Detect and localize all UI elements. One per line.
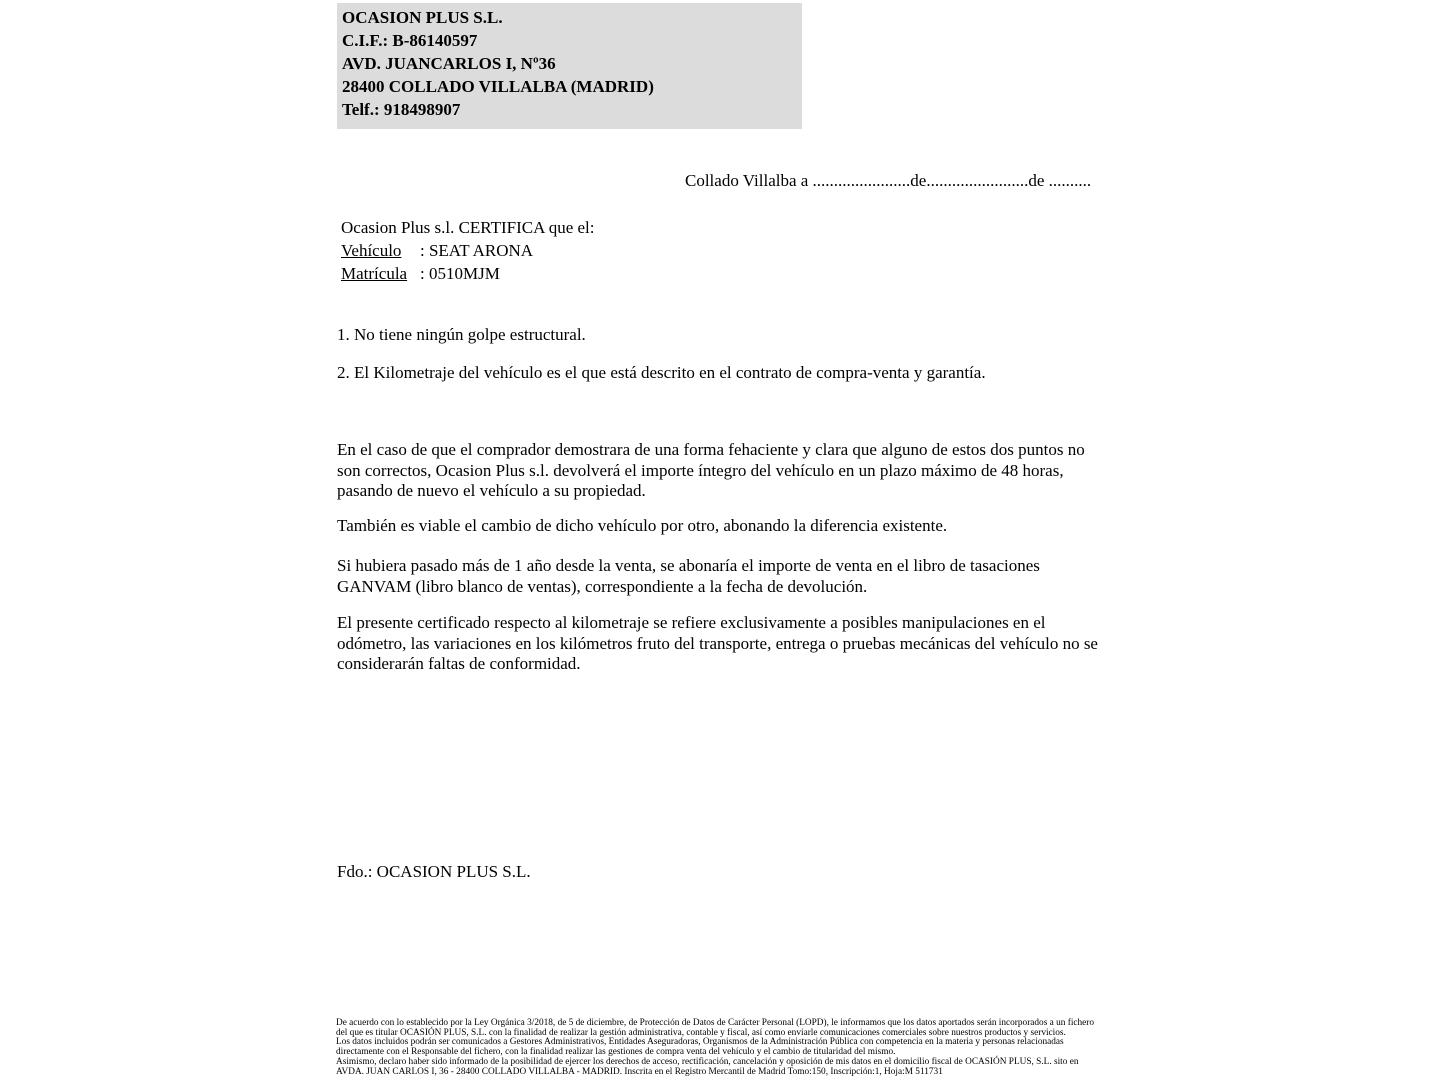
company-address: AVD. JUANCARLOS I, Nº36: [342, 54, 556, 73]
company-phone: Telf.: 918498907: [342, 100, 461, 119]
certified-point-1: 1. No tiene ningún golpe estructural.: [337, 325, 586, 344]
certified-point-2: 2. El Kilometraje del vehículo es el que está descrito en el contrato de compra-venta y garantía.: [337, 363, 986, 382]
paragraph-odometer: El presente certificado respecto al kilometraje se refiere exclusivamente a posibles manipulaciones en el odómetro, las variaciones en los kilómetros fruto del transporte, entrega o pruebas mecánicas del vehículo no se considerarán faltas de conformidad.: [337, 613, 1098, 673]
vehicle-value: : SEAT ARONA: [420, 241, 534, 260]
company-cif: C.I.F.: B-86140597: [342, 31, 478, 50]
paragraph-exchange: También es viable el cambio de dicho vehículo por otro, abonando la diferencia existente.: [337, 515, 948, 535]
legal-footer-line-1: De acuerdo con lo establecido por la Ley Orgánica 3/2018, de 5 de diciembre, de Protección de Datos de Carácter Personal (LOPD), le informamos que los datos aportados serán incorporados a un fichero del que es titular OCASIÓN PLUS, S.L. con la finalidad de realizar la gestión administrativa, contable y fiscal, así como enviarle comunicaciones comerciales sobre nuestros productos y servicios.: [336, 1018, 1095, 1038]
legal-footer-line-3: Asimismo, declaro haber sido informado de la posibilidad de ejercer los derechos de acceso, rectificación, cancelación y oposición de mis datos en el domicilio fiscal de OCASIÓN PLUS, S.L. sito en AVDA. JUAN CARLOS I, 36 - 28400 COLLADO VILLALBA - MADRID. Inscrita en el Registro Mercantil de Madrid Tomo:150, Inscripción:1, Hoja:M 511731: [336, 1056, 1079, 1077]
vehicle-label: Vehículo: [341, 241, 402, 260]
plate-value: : 0510MJM: [420, 264, 500, 283]
certify-block: [341, 216, 595, 285]
plate-row: [341, 262, 595, 285]
company-header-block: [337, 3, 802, 129]
company-city: 28400 COLLADO VILLALBA (MADRID): [342, 77, 654, 96]
legal-footer: [336, 1019, 1100, 1077]
signature-line: Fdo.: OCASION PLUS S.L.: [337, 862, 531, 881]
terms-paragraphs: [337, 440, 1099, 675]
date-line: Collado Villalba a .......................de........................de ..........: [685, 171, 1092, 190]
company-name: OCASION PLUS S.L.: [342, 8, 503, 27]
plate-label: Matrícula: [341, 264, 408, 283]
certify-intro: Ocasion Plus s.l. CERTIFICA que el:: [341, 218, 595, 237]
paragraph-refund: En el caso de que el comprador demostrara de una forma fehaciente y clara que alguno de estos dos puntos no son correctos, Ocasion Plus s.l. devolverá el importe íntegro del vehículo en un plazo máximo de 48 horas, pasando de nuevo el vehículo a su propiedad.: [337, 440, 1085, 500]
paragraph-ganvam: Si hubiera pasado más de 1 año desde la venta, se abonaría el importe de venta en el libro de tasaciones GANVAM (libro blanco de ventas), correspondiente a la fecha de devolución.: [337, 556, 1040, 596]
legal-footer-line-2: Los datos incluidos podrán ser comunicados a Gestores Administrativos, Entidades Aseguradoras, Organismos de la Administración Pública con competencia en la materia y personas relacionadas directamente con el Responsable del fichero, con la finalidad realizar las gestiones de compra venta del vehículo y el cambio de titularidad del mismo.: [336, 1037, 1064, 1058]
vehicle-row: [341, 239, 595, 262]
